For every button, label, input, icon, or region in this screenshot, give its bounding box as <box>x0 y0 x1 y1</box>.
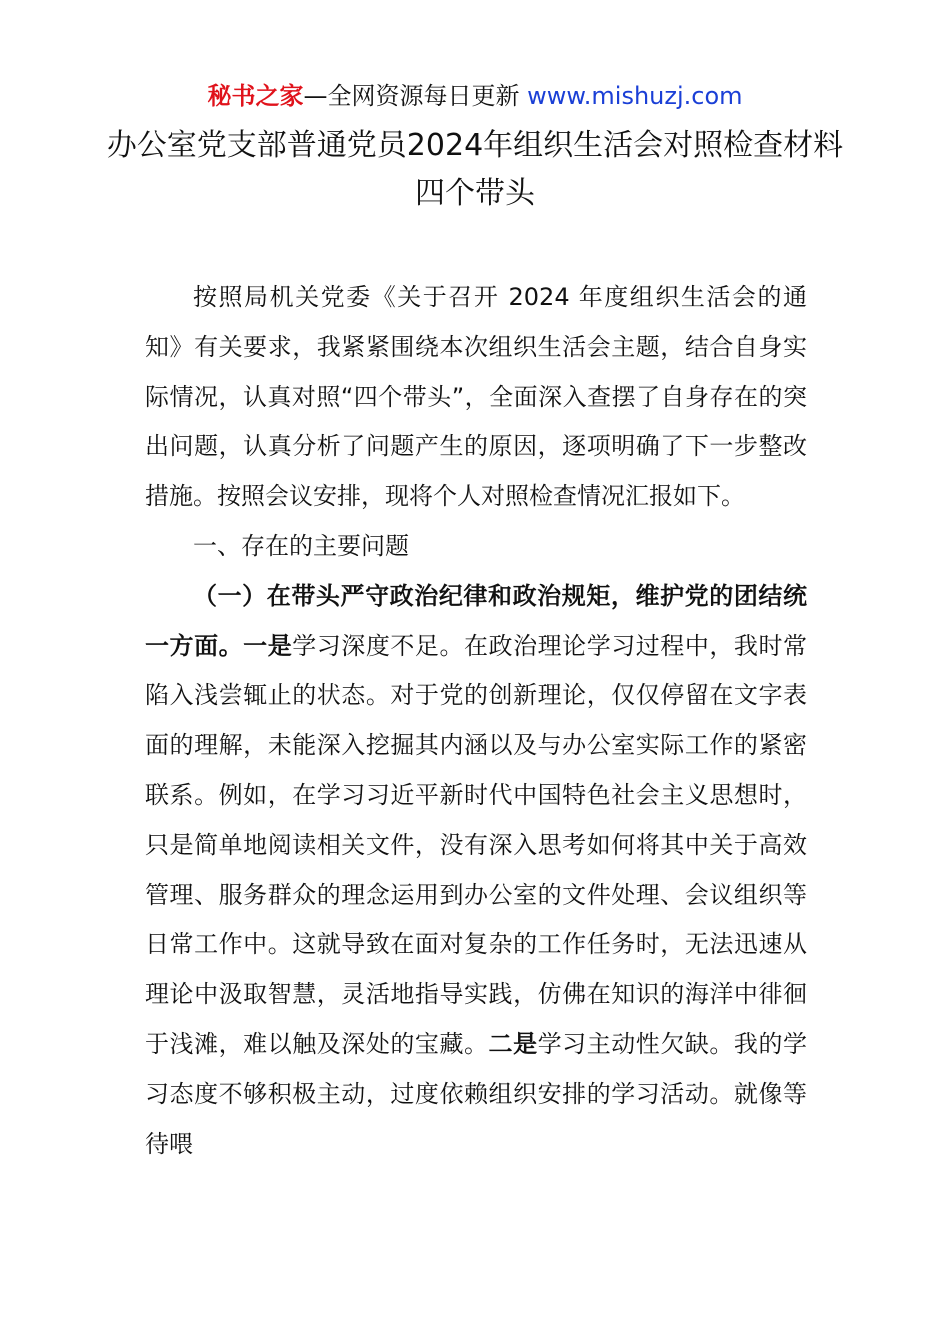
point-label: 二是 <box>488 1029 538 1058</box>
site-url-link[interactable]: www.mishuzj.com <box>527 82 743 110</box>
site-header <box>0 80 950 112</box>
item-paragraph <box>145 572 807 1170</box>
brand-name: 秘书之家 <box>207 82 304 110</box>
header-tagline: —全网资源每日更新 <box>303 82 520 110</box>
item-heading: （一）在带头严守政治纪律和政治规矩，维护党的团结统一方面。 <box>145 581 807 660</box>
document-title: 办公室党支部普通党员2024年组织生活会对照检查材料 四个带头 <box>106 128 844 211</box>
point-text: 学习深度不足。在政治理论学习过程中，我时常陷入浅尝辄止的状态。对于党的创新理论，仅仅停留在文字表面的理解，未能深入挖掘其内涵以及与办公室实际工作的紧密联系。例如，在学习习近平新时代中国特色社会主义思想时，只是简单地阅读相关文件，没有深入思考如何将其中关于高效管理、服务群众的理念运用到办公室的文件处理、会议组织等日常工作中。这就导致在面对复杂的工作任务时，无法迅速从理论中汲取智慧，灵活地指导实践，仿佛在知识的海洋中徘徊于浅滩，难以触及深处的宝藏。 <box>145 631 808 1058</box>
point-text: 学习主动性欠缺。我的学习态度不够积极主动，过度依赖组织安排的学习活动。就像等待喂 <box>145 1029 808 1158</box>
point-label: 一是 <box>243 631 293 660</box>
document-body <box>145 273 807 1169</box>
intro-paragraph: 按照局机关党委《关于召开 2024 年度组织生活会的通知》有关要求，我紧紧围绕本次组织生活会主题，结合自身实际情况，认真对照“四个带头”，全面深入查摆了自身存在的突出问题，认真分析了问题产生的原因，逐项明确了下一步整改措施。按照会议安排，现将个人对照检查情况汇报如下。 <box>145 283 807 511</box>
section-heading: 一、存在的主要问题 <box>193 531 409 560</box>
